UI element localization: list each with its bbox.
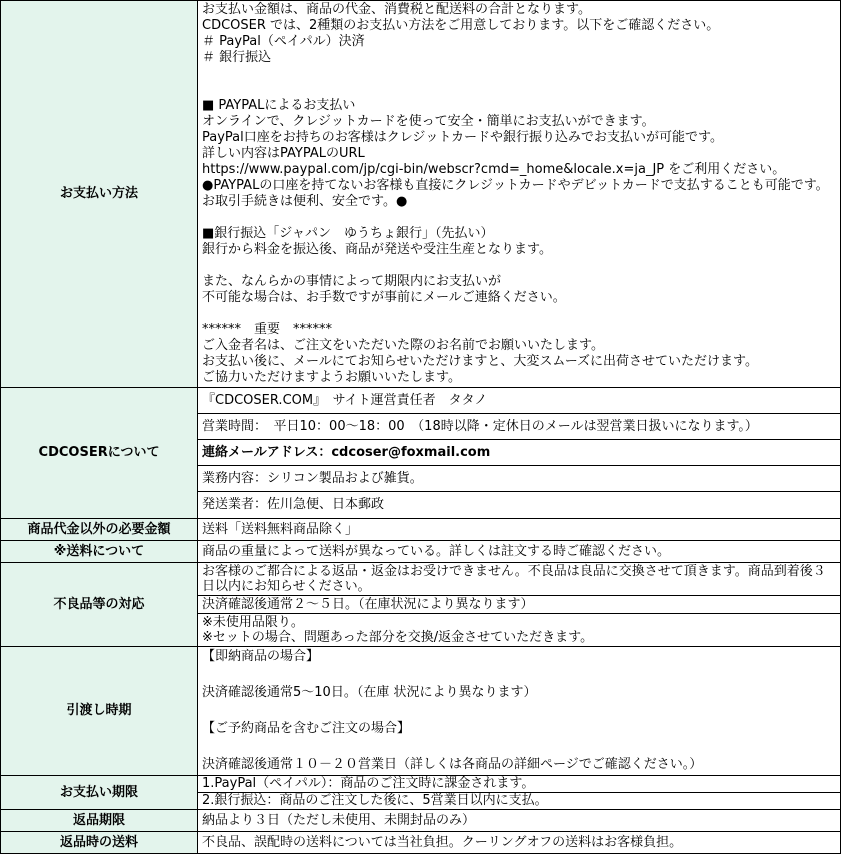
important-notice-marker: ****** 重要 ****** bbox=[202, 322, 333, 337]
payment-text-line: 銀行から料金を振込後、商品が発送や受注生産となります。 bbox=[202, 242, 552, 257]
payment-text-line: ＃ 銀行振込 bbox=[202, 50, 272, 65]
payment-text-line: CDCOSER では、2種類のお支払い方法をご用意しております。以下をご確認ください。 bbox=[202, 18, 720, 33]
return-deadline-header: 返品期限 bbox=[1, 810, 198, 831]
return-deadline-text: 納品より３日（ただし未使用、未開封品のみ） bbox=[198, 810, 840, 831]
payment-text-line: お支払い金額は、商品の代金、消費税と配送料の合計となります。 bbox=[202, 2, 591, 17]
delivery-text-line: 決済確認後通常5～10日。（在庫 状況により異なります） bbox=[202, 685, 537, 700]
payment-text-line: ＃ PayPal（ペイパル）決済 bbox=[202, 34, 365, 49]
row-delivery-time bbox=[1, 646, 840, 775]
shipping-fee-header: ※送料について bbox=[1, 541, 198, 562]
defective-text-line: 決済確認後通常２～５日。（在庫状況により異なります） bbox=[202, 597, 534, 612]
payment-text-line: PayPal口座をお持ちのお客様はクレジットカードや銀行振り込みでお支払いが可能です。 bbox=[202, 130, 723, 145]
about-cdcoser-header: CDCOSERについて bbox=[1, 388, 198, 518]
extra-fees-header: 商品代金以外の必要金額 bbox=[1, 519, 198, 540]
payment-text-line: お取引手続きは便利、安全です。● bbox=[202, 194, 408, 209]
return-shipping-text: 不良品、誤配時の送料については当社負担。クーリングオフの送料はお客様負担。 bbox=[198, 832, 840, 853]
delivery-text-line: 決済確認後通常１０－２０営業日（詳しくは各商品の詳細ページでご確認ください。） bbox=[202, 757, 703, 772]
delivery-time-content bbox=[198, 647, 840, 775]
blank-line bbox=[202, 258, 836, 274]
defective-text-line: お客様のご都合による返品・返金はお受けできません。不良品は良品に交換させて頂きます。商品到着後３日以内にお知らせください。 bbox=[202, 564, 826, 594]
site-manager-text: 『CDCOSER.COM』 サイト運営責任者 タタノ bbox=[198, 388, 840, 414]
row-return-shipping bbox=[1, 831, 840, 853]
defective-items-header: 不良品等の対応 bbox=[1, 563, 198, 646]
shipping-carrier-text: 発送業者：佐川急便、日本郵政 bbox=[202, 497, 385, 512]
row-shipping-fee bbox=[1, 540, 840, 562]
payment-text-line: ■ PAYPALによるお支払い bbox=[202, 98, 356, 113]
blank-line bbox=[202, 306, 836, 322]
contact-email-text: 連絡メールアドレス：cdcoser@foxmail.com bbox=[198, 440, 840, 466]
payment-method-content bbox=[198, 1, 840, 387]
payment-text-line: お支払い後に、メールにてお知らせいただけますと、大変スムーズに出荷させていただけます。 bbox=[202, 354, 759, 369]
defective-subrow bbox=[198, 563, 840, 596]
business-hours-text: 営業時間： 平日10：00～18：00 （18時以降・定休日のメールは翌営業日扱いになります。） bbox=[198, 414, 840, 440]
extra-fees-text: 送料「送料無料商品除く」 bbox=[198, 519, 840, 540]
defective-subrow bbox=[198, 596, 840, 614]
payment-deadline-paypal-text: 1.PayPal（ペイパル）：商品のご注文時に課金されます。 bbox=[198, 776, 840, 793]
blank-line bbox=[202, 702, 836, 720]
row-payment-method bbox=[1, 1, 840, 387]
payment-text-line: ■銀行振込「ジャパン ゆうちょ銀行」（先払い） bbox=[202, 226, 494, 241]
blank-line bbox=[202, 82, 836, 98]
blank-line bbox=[202, 738, 836, 756]
payment-text-line: ご協力いただけますようお願いいたします。 bbox=[202, 370, 461, 385]
payment-text-line: 詳しい内容はPAYPALのURL bbox=[202, 146, 365, 161]
blank-line bbox=[202, 666, 836, 684]
defective-text-line: ※セットの場合、問題あった部分を交換/返金させていただきます。 bbox=[202, 630, 594, 645]
blank-line bbox=[202, 66, 836, 82]
business-description-text: 業務内容：シリコン製品および雑貨。 bbox=[198, 466, 840, 492]
paypal-url-text: https://www.paypal.com/jp/cgi-bin/webscr?cmd=_home&locale.x=ja_JP をご利用ください。 bbox=[202, 162, 786, 177]
payment-text-line: 不可能な場合は、お手数ですが事前にメールご連絡ください。 bbox=[202, 290, 566, 305]
payment-text-line: また、なんらかの事情によって期限内にお支払いが bbox=[202, 274, 502, 289]
delivery-time-header: 引渡し時期 bbox=[1, 647, 198, 775]
blank-line bbox=[202, 210, 836, 226]
row-return-deadline bbox=[1, 809, 840, 831]
delivery-text-line: 【ご予約商品を含むご注文の場合】 bbox=[202, 721, 411, 736]
about-cdcoser-content bbox=[198, 388, 840, 518]
row-payment-deadline bbox=[1, 775, 840, 809]
delivery-text-line: 【即納商品の場合】 bbox=[202, 649, 320, 664]
payment-method-header: お支払い方法 bbox=[1, 1, 198, 387]
payment-text-line: オンラインで、クレジットカードを使って安全・簡単にお支払いができます。 bbox=[202, 114, 655, 129]
row-about-cdcoser bbox=[1, 387, 840, 518]
payment-deadline-bank-text: 2.銀行振込：商品のご注文した後に、5営業日以内に支払。 bbox=[202, 793, 548, 808]
row-defective-items bbox=[1, 562, 840, 646]
payment-deadline-content bbox=[198, 776, 840, 809]
row-extra-fees bbox=[1, 518, 840, 540]
payment-text-line: ご入金者名は、ご注文をいただいた際のお名前でお願いいたします。 bbox=[202, 338, 604, 353]
defective-subrow bbox=[198, 614, 840, 646]
return-shipping-header: 返品時の送料 bbox=[1, 832, 198, 853]
payment-deadline-header: お支払い期限 bbox=[1, 776, 198, 809]
payment-text-line: ●PAYPALの口座を持てないお客様も直接にクレジットカードやデビットカードで支払することも可能です。 bbox=[202, 178, 829, 193]
shipping-fee-text: 商品の重量によって送料が異なっている。詳しくは註文する時ご確認ください。 bbox=[198, 541, 840, 562]
defective-items-content bbox=[198, 563, 840, 646]
defective-text-line: ※未使用品限り。 bbox=[202, 615, 304, 630]
